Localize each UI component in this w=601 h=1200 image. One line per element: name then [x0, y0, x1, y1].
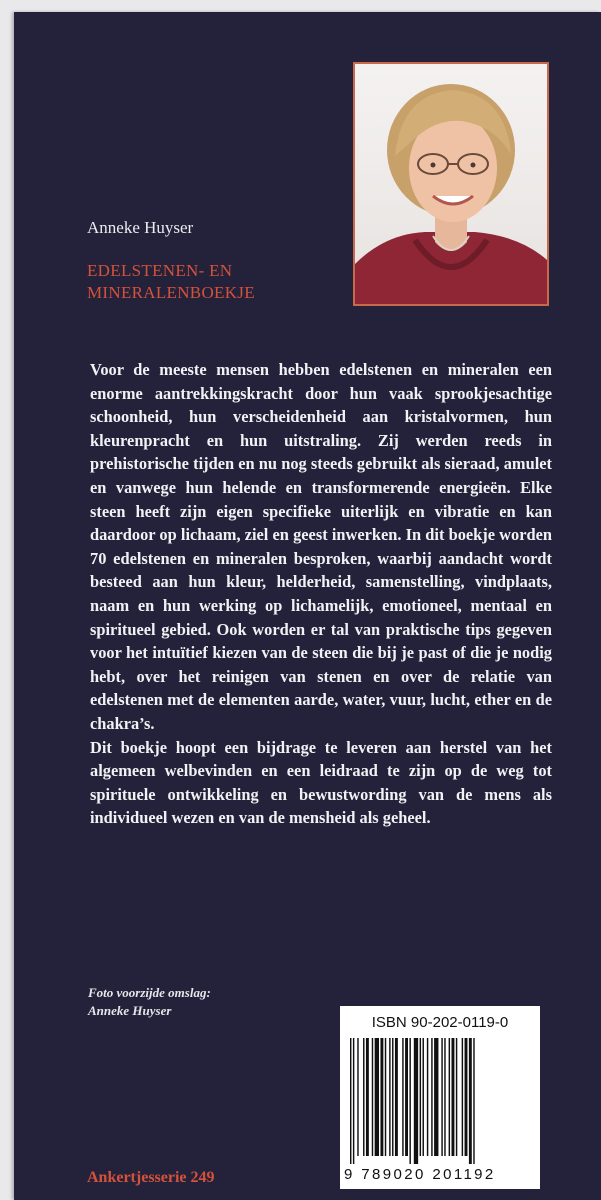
book-title-line-2: MINERALENBOEKJE [87, 283, 255, 302]
barcode-label [340, 1006, 540, 1189]
blurb-text [90, 358, 552, 830]
author-photo [353, 62, 549, 306]
ean-number: 9 789020 201192 [344, 1166, 496, 1183]
barcode-icon [350, 1038, 530, 1164]
photo-credit-name: Anneke Huyser [88, 1003, 172, 1018]
book-title-line-1: EDELSTENEN- EN [87, 261, 233, 280]
series-label: Ankertjesserie 249 [87, 1169, 215, 1186]
book-title [87, 260, 255, 304]
photo-credit [88, 984, 211, 1020]
blurb-paragraph-1: Voor de meeste mensen hebben edelstenen en mineralen een enorme aantrekkingskracht door hun vaak sprookjesachtige schoonheid, hun verscheidenheid aan kristalvormen, hun kleurenpracht en hun uitstraling. Zij werden reeds in prehistorische tijden en nu nog steeds gebruikt als sieraad, amulet en vanwege hun helende en transformerende energieën. Elke steen heeft zijn eigen specifieke uiterlijk en vibratie en kan daardoor op lichaam, ziel en geest inwerken. In dit boekje worden 70 edelstenen en mineralen besproken, waarbij aandacht wordt besteed aan hun kleur, helderheid, samenstelling, vindplaats, naam en hun werking op lichamelijk, emotioneel, mentaal en spiritueel gebied. Ook worden er tal van praktische tips gegeven voor het intuïtief kiezen van de steen die bij je past of die je nodig hebt, over het reinigen van stenen en over de relatie van edelstenen met de elementen aarde, water, vuur, lucht, ether en de chakra’s. [90, 360, 552, 733]
author-name: Anneke Huyser [87, 218, 194, 237]
isbn-number: ISBN 90-202-0119-0 [371, 1014, 509, 1031]
blurb-paragraph-2: Dit boekje hoopt een bijdrage te leveren aan herstel van het algemeen welbevinden en een leidraad te zijn op de weg tot spirituele ontwikkeling en bewustwording van de mens als individueel wezen en van de mensheid als geheel. [90, 737, 552, 828]
photo-credit-label: Foto voorzijde omslag: [88, 985, 211, 1000]
